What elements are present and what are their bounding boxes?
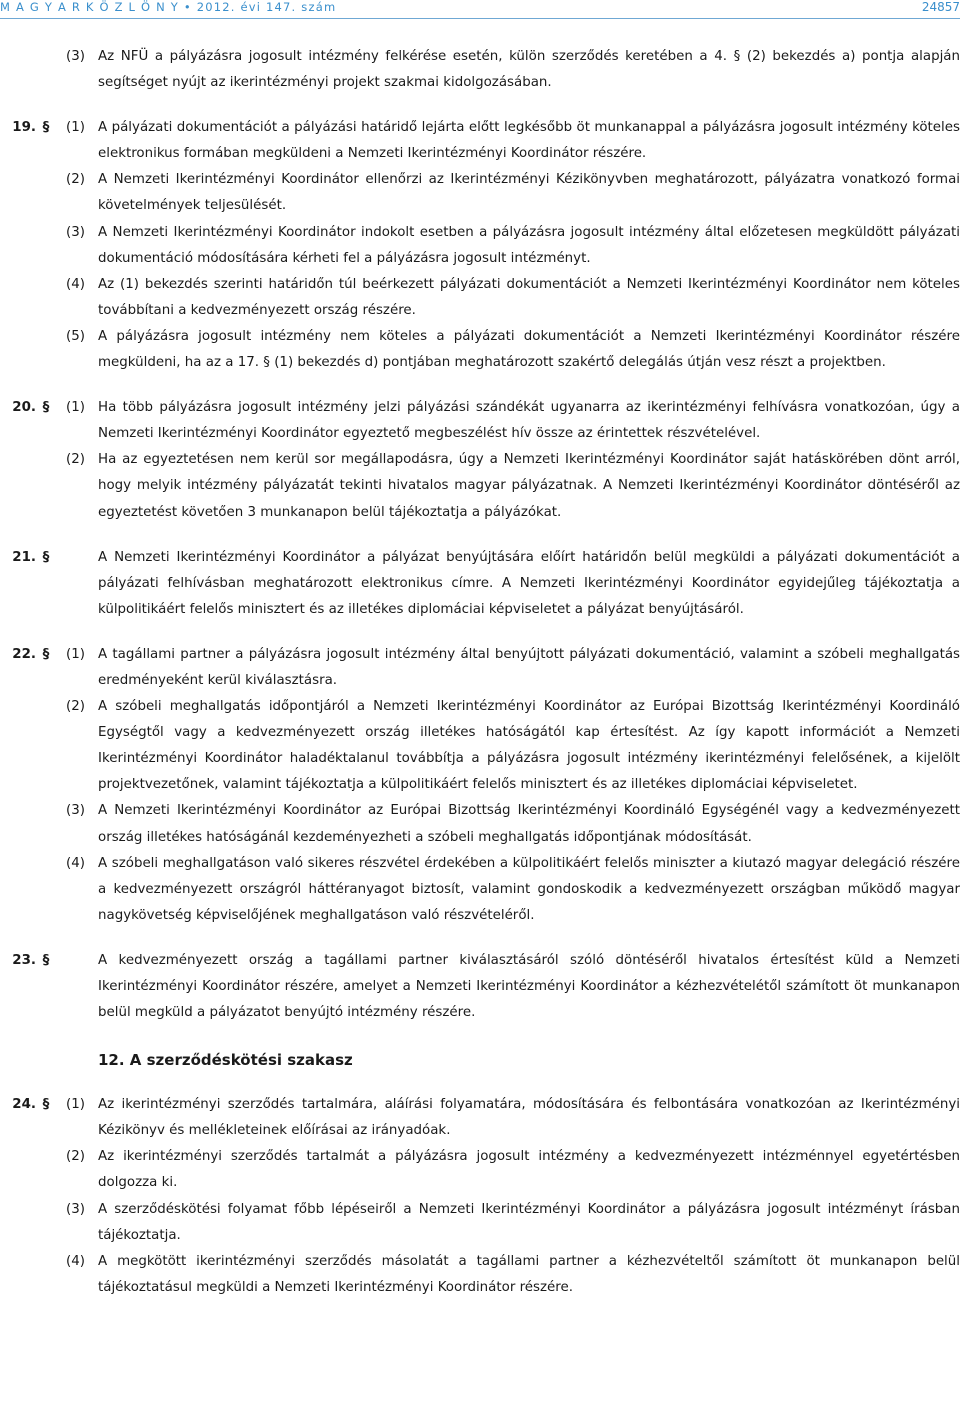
section-number-text: 23. [12, 952, 36, 968]
paragraph [0, 694, 960, 798]
paragraph [0, 447, 960, 525]
document-body [0, 44, 960, 1301]
paragraph-text: A Nemzeti Ikerintézményi Koordinátor ellenőrzi az Ikerintézményi Kézikönyvben meghatározott, pályázatra vonatkozó formai követelmények teljesülését. [98, 172, 960, 214]
paragraph-text: Az NFÜ a pályázásra jogosult intézmény felkérése esetén, külön szerződés keretében a 4. § (2) bekezdés a) pontja alapján segítséget nyújt az ikerintézményi projekt szakmai kidolgozásában. [98, 49, 960, 91]
section-number-text: 20. [12, 400, 36, 416]
paragraph-number: (2) [66, 1149, 85, 1165]
section [0, 642, 960, 929]
paragraph-number: (3) [66, 49, 85, 64]
section [0, 545, 960, 623]
paragraph [0, 851, 960, 929]
paragraph [0, 1092, 960, 1144]
page-number: 24857 [921, 0, 960, 14]
section-sign-icon: § [42, 952, 50, 968]
paragraph-number: (3) [66, 1201, 85, 1217]
paragraph [0, 1197, 960, 1249]
section-gap [0, 376, 960, 395]
paragraph [0, 545, 960, 623]
paragraph [0, 798, 960, 850]
section-gap [0, 1026, 960, 1045]
section-sign-icon: § [42, 400, 50, 416]
paragraph-number: (4) [66, 1253, 85, 1269]
paragraph-text: Az (1) bekezdés szerinti határidőn túl beérkezett pályázati dokumentációt a Nemzeti Ikerintézményi Koordinátor nem köteles továbbítani a kedvezményezett ország részére. [98, 276, 960, 318]
page-header [0, 0, 960, 19]
section-gap [0, 96, 960, 115]
section-gap [0, 526, 960, 545]
section-gap [0, 1073, 960, 1092]
paragraph-text: A Nemzeti Ikerintézményi Koordinátor indokolt esetben a pályázásra jogosult intézmény által előzetesen megküldött pályázati dokumentáció módosítására kérheti fel a pályázásra jogosult intézményt. [98, 224, 960, 266]
paragraph-number: (2) [66, 699, 85, 715]
paragraph-text: A tagállami partner a pályázásra jogosult intézmény által benyújtott pályázati dokumentáció, valamint a szóbeli meghallgatás eredményeként kerül kiválasztásra. [98, 646, 960, 688]
paragraph [0, 272, 960, 324]
journal-title: M A G Y A R K Ö Z L Ö N Y • 2012. évi 147. szám [0, 0, 337, 14]
paragraph-number: (4) [66, 276, 85, 292]
paragraph [0, 395, 960, 447]
paragraph [0, 167, 960, 219]
paragraph-text: A Nemzeti Ikerintézményi Koordinátor a pályázat benyújtására előírt határidőn belül megküldi a pályázati dokumentációt a pályázati felhívásban meghatározott elektronikus címre. A Nemzeti Ikerintézményi Koordinátor egyidejűleg tájékoztatja a külpolitikáért felelős minisztert és az illetékes diplomáciai képviseletet a pályázat benyújtásáról. [98, 549, 960, 617]
section-sign-icon: § [42, 646, 50, 662]
paragraph-text: A pályázati dokumentációt a pályázási határidő lejárta előtt legkésőbb öt munkanappal a pályázásra jogosult intézmény köteles elektronikus formában megküldeni a Nemzeti Ikerintézményi Koordinátor részére. [98, 120, 960, 162]
paragraph [0, 948, 960, 1026]
section-number-text: 21. [12, 549, 36, 565]
paragraph-text: Ha több pályázásra jogosult intézmény jelzi pályázási szándékát ugyanarra az ikerintézményi felhívásra vonatkozóan, úgy a Nemzeti Ikerintézményi Koordinátor egyeztető megbeszélést hív össze az érintettek részvételével. [98, 400, 960, 442]
section-gap [0, 929, 960, 948]
section-sign-icon: § [42, 1097, 50, 1113]
paragraph-text: Ha az egyeztetésen nem kerül sor megállapodásra, úgy a Nemzeti Ikerintézményi Koordinátor saját hatáskörében dönt arról, hogy melyik intézmény pályázatát tekinti hivatalos magyar pályázatnak. A Nemzeti Ikerintézményi Koordinátor döntéséről az egyeztetést követően 3 munkanapon belül tájékoztatja a pályázókat. [98, 452, 960, 520]
paragraph-text: A szerződéskötési folyamat főbb lépéseiről a Nemzeti Ikerintézményi Koordinátor a pályázásra jogosult intézményt írásban tájékoztatja. [98, 1201, 960, 1243]
paragraph-number: (1) [66, 120, 85, 136]
paragraph-number: (1) [66, 1097, 85, 1113]
section [0, 44, 960, 96]
paragraph-number: (5) [66, 328, 85, 344]
paragraph-number: (2) [66, 452, 85, 468]
paragraph [0, 642, 960, 694]
section-sign-icon: § [42, 120, 50, 136]
paragraph [0, 324, 960, 376]
paragraph-text: A Nemzeti Ikerintézményi Koordinátor az Európai Bizottság Ikerintézményi Koordináló Egységénél vagy a kedvezményezett ország illetékes hatóságánál kezdeményezheti a szóbeli meghallgatás időpontjának módosítását. [98, 803, 960, 845]
section-sign-icon: § [42, 549, 50, 565]
section [0, 948, 960, 1026]
paragraph-number: (1) [66, 400, 85, 416]
paragraph-number: (3) [66, 803, 85, 819]
paragraph-text: A kedvezményezett ország a tagállami partner kiválasztásáról szóló döntéséről hivatalos értesítést küld a Nemzeti Ikerintézményi Koordinátor részére, amelyet a Nemzeti Ikerintézményi Koordinátor a kézhezvételétől számított öt munkanapon belül megküld a pályázatot benyújtó intézmény részére. [98, 952, 960, 1021]
paragraph-number: (3) [66, 224, 85, 240]
paragraph-text: A pályázásra jogosult intézmény nem köteles a pályázati dokumentációt a Nemzeti Ikerintézményi Koordinátor részére megküldeni, ha az a 17. § (1) bekezdés d) pontjában meghatározott szakértő delegálás útján vesz részt a projektben. [98, 328, 960, 371]
section [0, 395, 960, 525]
section-number-text: 19. [12, 120, 36, 136]
paragraph-text: A szóbeli meghallgatás időpontjáról a Nemzeti Ikerintézményi Koordinátor az Európai Bizottság Ikerintézményi Koordináló Egységtől vagy a kedvezményezett ország illetékes hatóságától kap értesítést. Az így kapott információt a Nemzeti Ikerintézményi Koordinátor haladéktalanul továbbítja a pályázásra jogosult intézmény ikerintézményi felelősének, a kijelölt projektvezetőnek, valamint tájékoztatja a külpolitikáért felelős minisztert és az illetékes diplomáciai képviseletet. [98, 699, 960, 793]
paragraph-number: (1) [66, 646, 85, 662]
paragraph [0, 220, 960, 272]
paragraph-text: Az ikerintézményi szerződés tartalmára, aláírási folyamatára, módosítására és felbontására vonatkozóan az Ikerintézményi Kézikönyv és mellékleteinek előírásai az irányadóak. [98, 1097, 960, 1139]
paragraph-number: (4) [66, 855, 85, 871]
section [0, 1092, 960, 1301]
section-number-text: 22. [12, 646, 36, 662]
section [0, 115, 960, 376]
paragraph-text: Az ikerintézményi szerződés tartalmát a pályázásra jogosult intézmény a kedvezményezett intézménnyel egyetértésben dolgozza ki. [98, 1149, 960, 1191]
paragraph-text: A megkötött ikerintézményi szerződés másolatát a tagállami partner a kézhezvételtől számított öt munkanapon belül tájékoztatásul megküldi a Nemzeti Ikerintézményi Koordinátor részére. [98, 1253, 960, 1295]
paragraph-text: A szóbeli meghallgatáson való sikeres részvétel érdekében a külpolitikáért felelős miniszter a kiutazó magyar delegáció részére a kedvezményezett országról háttéranyagot biztosít, valamint gondoskodik a kedvezményezett országban működő magyar nagykövetség képviselőjének meghallgatáson való részvételéről. [98, 855, 960, 923]
paragraph-number: (2) [66, 172, 85, 188]
section-gap [0, 623, 960, 642]
paragraph [0, 1249, 960, 1301]
subsection-heading: 12. A szerződéskötési szakasz [98, 1051, 353, 1070]
section-number-text: 24. [12, 1097, 36, 1113]
paragraph [0, 44, 960, 96]
paragraph [0, 115, 960, 167]
paragraph [0, 1144, 960, 1196]
